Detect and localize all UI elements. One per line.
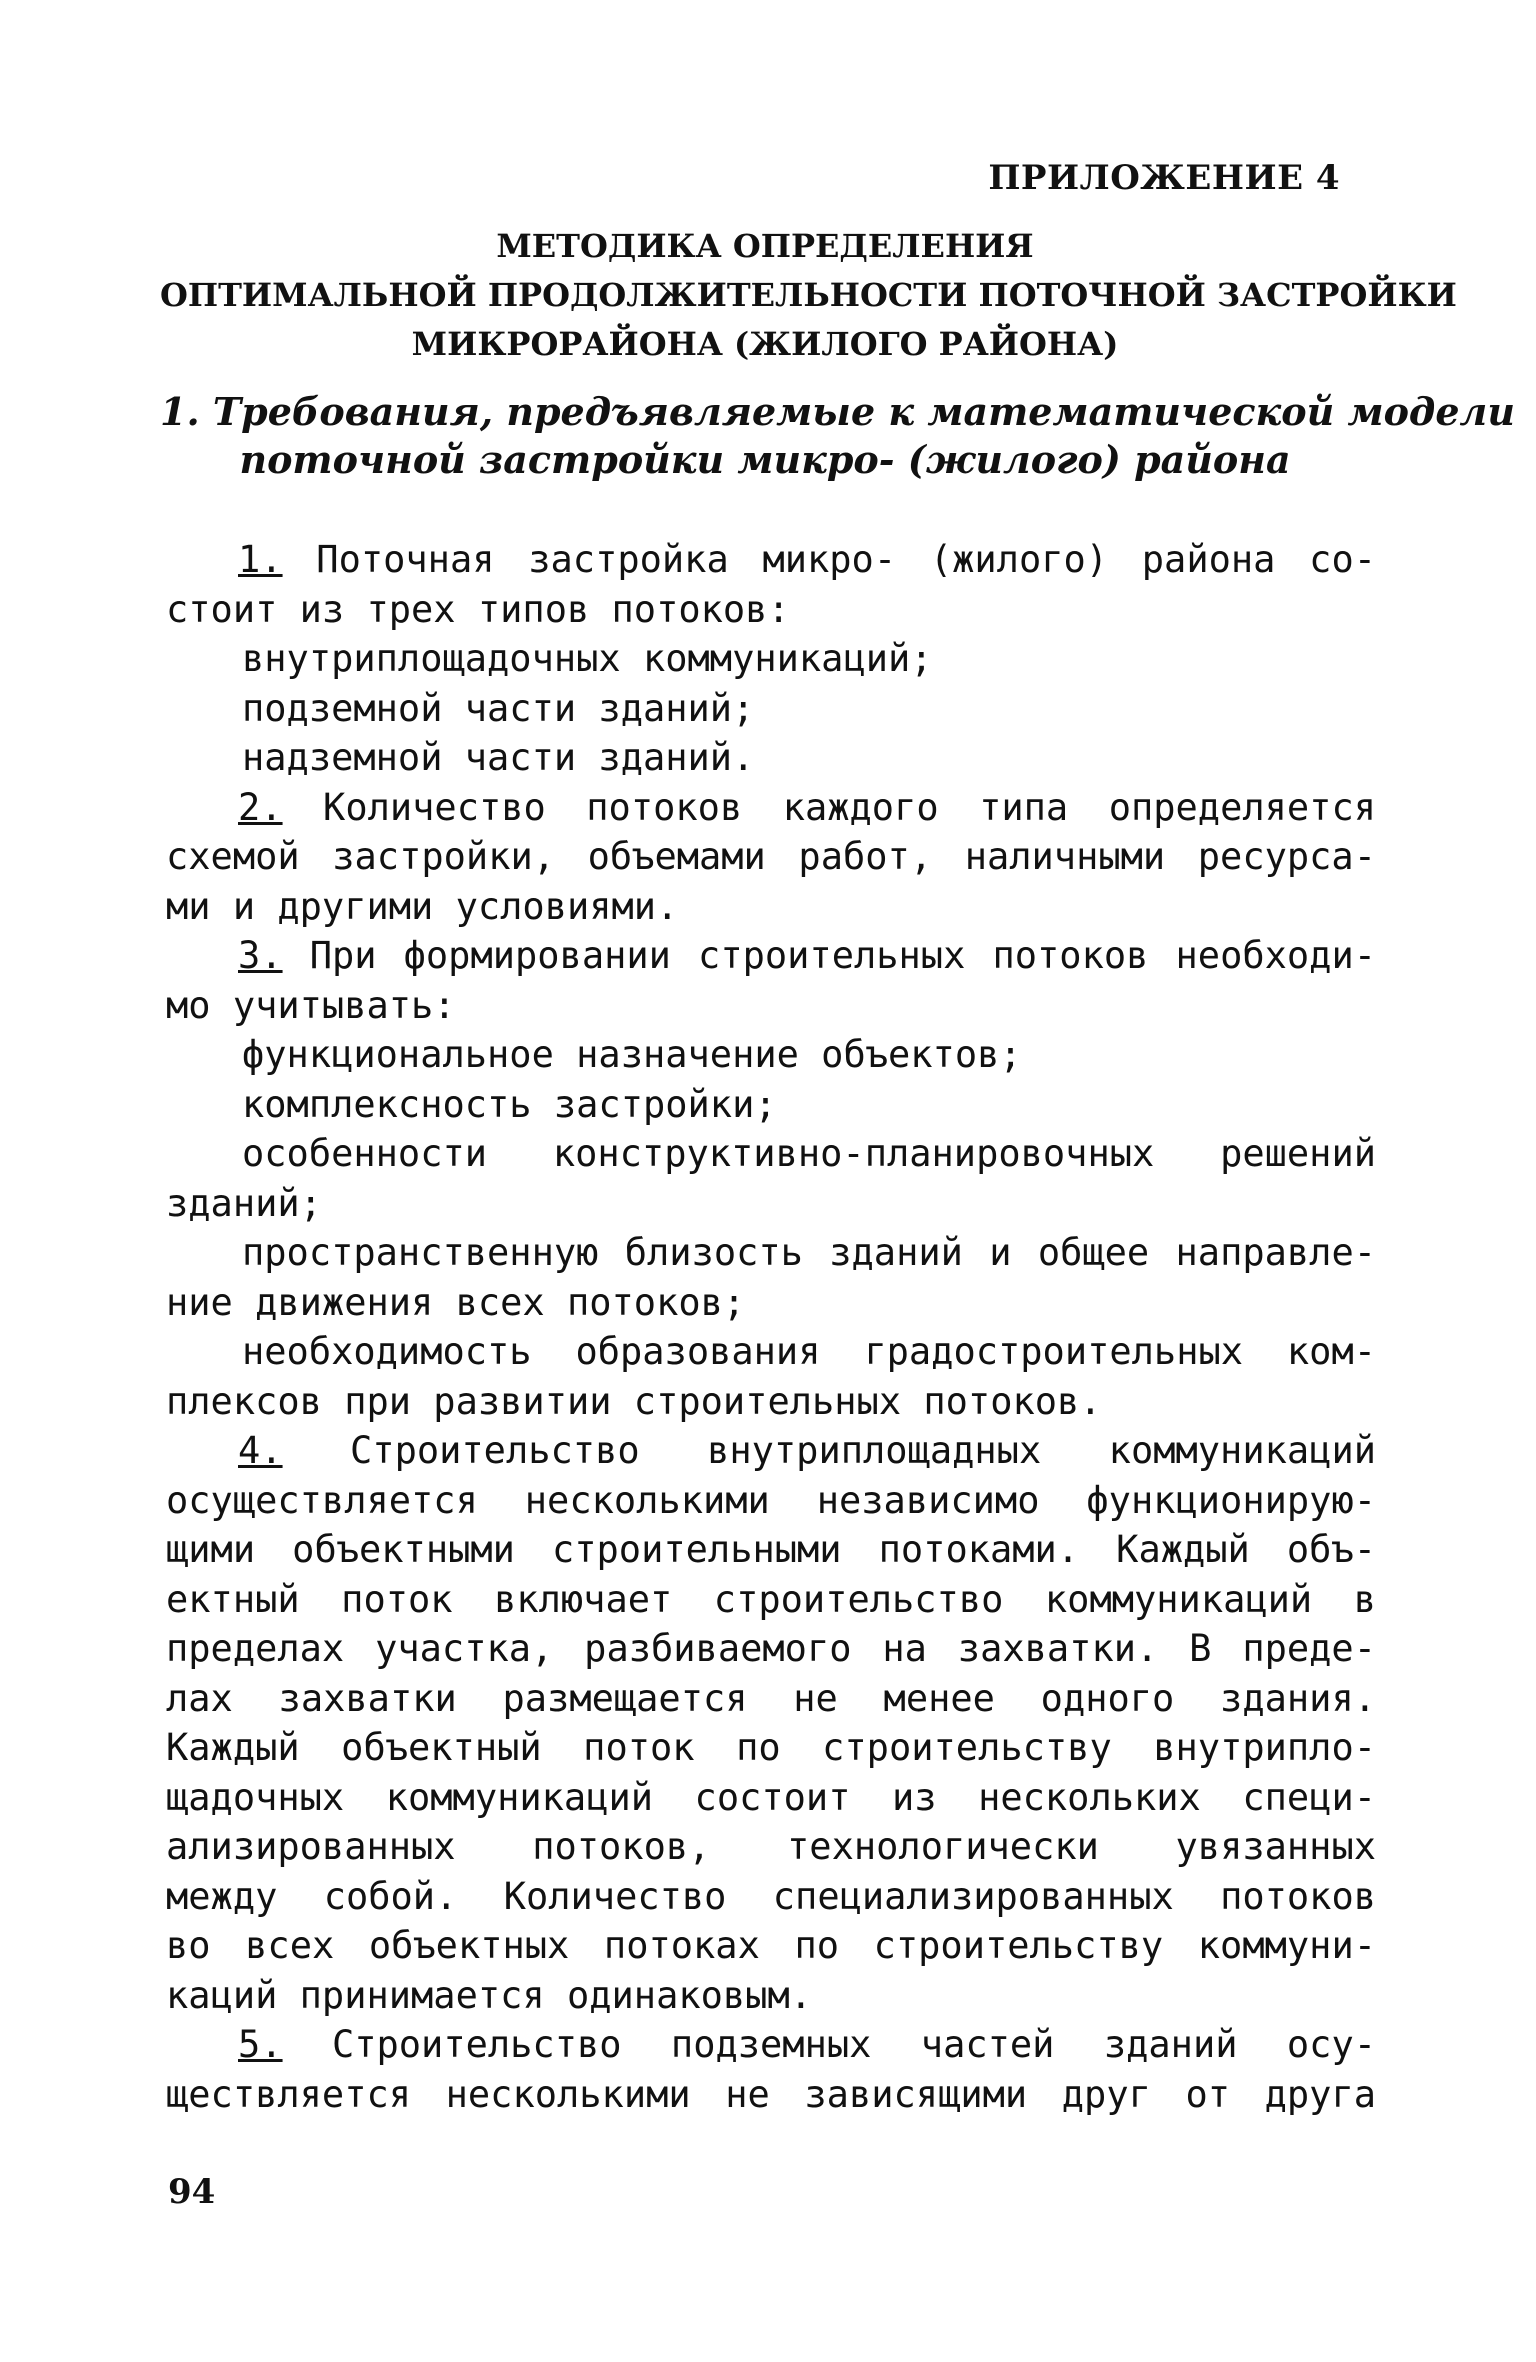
paragraph-number: 4. [238, 1429, 283, 1472]
paragraph-2-line: схемой застройки, объемами работ, наличными ресурса- [166, 835, 1376, 878]
paragraph-2-line: ми и другими условиями. [166, 884, 679, 928]
page-number: 94 [168, 2172, 216, 2212]
list-item-continuation: ние движения всех потоков; [166, 1280, 746, 1324]
list-item-continuation: зданий; [166, 1181, 322, 1225]
list-item: надземной части зданий. [242, 736, 755, 779]
list-item: пространственную близость зданий и общее направле- [242, 1231, 1376, 1274]
paragraph-4-line: осуществляется несколькими независимо функционирую- [166, 1478, 1376, 1522]
paragraph-number: 3. [238, 934, 283, 977]
paragraph-4-line: между собой. Количество специализированных потоков [166, 1874, 1376, 1918]
paragraph-4-line: каций принимается одинаковым. [166, 1973, 813, 2017]
list-item: необходимость образования градостроительных ком- [242, 1330, 1376, 1373]
paragraph-3-line: 3. При формировании строительных потоков необходи- [238, 934, 1377, 977]
paragraph-4-line: ектный поток включает строительство коммуникаций в [166, 1577, 1376, 1621]
paragraph-number: 5. [238, 2023, 283, 2066]
list-item: комплексность застройки; [242, 1082, 777, 1126]
title-line: МИКРОРАЙОНА (ЖИЛОГО РАЙОНА) [411, 325, 1119, 363]
paragraph-4-line: Каждый объектный поток по строительству внутрипло- [166, 1726, 1376, 1769]
section-heading-line: 1. Требования, предъявляемые к математической модели [160, 389, 1515, 434]
title-line: МЕТОДИКА ОПРЕДЕЛЕНИЯ [496, 227, 1034, 265]
list-item: функциональное назначение объектов; [242, 1033, 1022, 1076]
paragraph-5-line: 5. Строительство подземных частей зданий осу- [238, 2023, 1376, 2066]
document-body [166, 535, 1376, 2119]
paragraph-4-line: во всех объектных потоках по строительству коммуни- [166, 1924, 1376, 1967]
section-heading [160, 388, 1515, 484]
paragraph-4-line: ализированных потоков, технологически увязанных [166, 1825, 1376, 1868]
paragraph-4-line: щадочных коммуникаций состоит из нескольких специ- [166, 1775, 1376, 1819]
paragraph-number: 2. [238, 785, 283, 829]
paragraph-4-line: 4. Строительство внутриплощадных коммуникаций [238, 1429, 1376, 1472]
list-item: подземной части зданий; [242, 686, 755, 730]
paragraph-5-line: ществляется несколькими не зависящими друг от друга [166, 2072, 1376, 2116]
paragraph-3-line: мо учитывать: [166, 983, 456, 1027]
paragraph-2-line: 2. Количество потоков каждого типа определяется [238, 785, 1376, 829]
paragraph-number: 1. [238, 538, 283, 581]
document-title [160, 222, 1457, 369]
list-item: особенности конструктивно-планировочных решений [242, 1132, 1376, 1175]
paragraph-1-line: стоит из трех типов потоков: [166, 587, 790, 631]
list-item-continuation: плексов при развитии строительных потоков. [166, 1379, 1102, 1423]
paragraph-1-line: 1. Поточная застройка микро- (жилого) района со- [238, 538, 1376, 581]
title-line: ОПТИМАЛЬНОЙ ПРОДОЛЖИТЕЛЬНОСТИ ПОТОЧНОЙ ЗАСТРОЙКИ [160, 276, 1457, 314]
paragraph-4-line: щими объектными строительными потоками. Каждый объ- [166, 1528, 1376, 1571]
paragraph-4-line: лах захватки размещается не менее одного здания. [166, 1676, 1376, 1720]
paragraph-4-line: пределах участка, разбиваемого на захватки. В преде- [166, 1627, 1376, 1670]
section-heading-line: поточной застройки микро- (жилого) района [239, 437, 1291, 482]
list-item: внутриплощадочных коммуникаций; [242, 637, 933, 680]
appendix-label: ПРИЛОЖЕНИЕ 4 [988, 158, 1340, 198]
